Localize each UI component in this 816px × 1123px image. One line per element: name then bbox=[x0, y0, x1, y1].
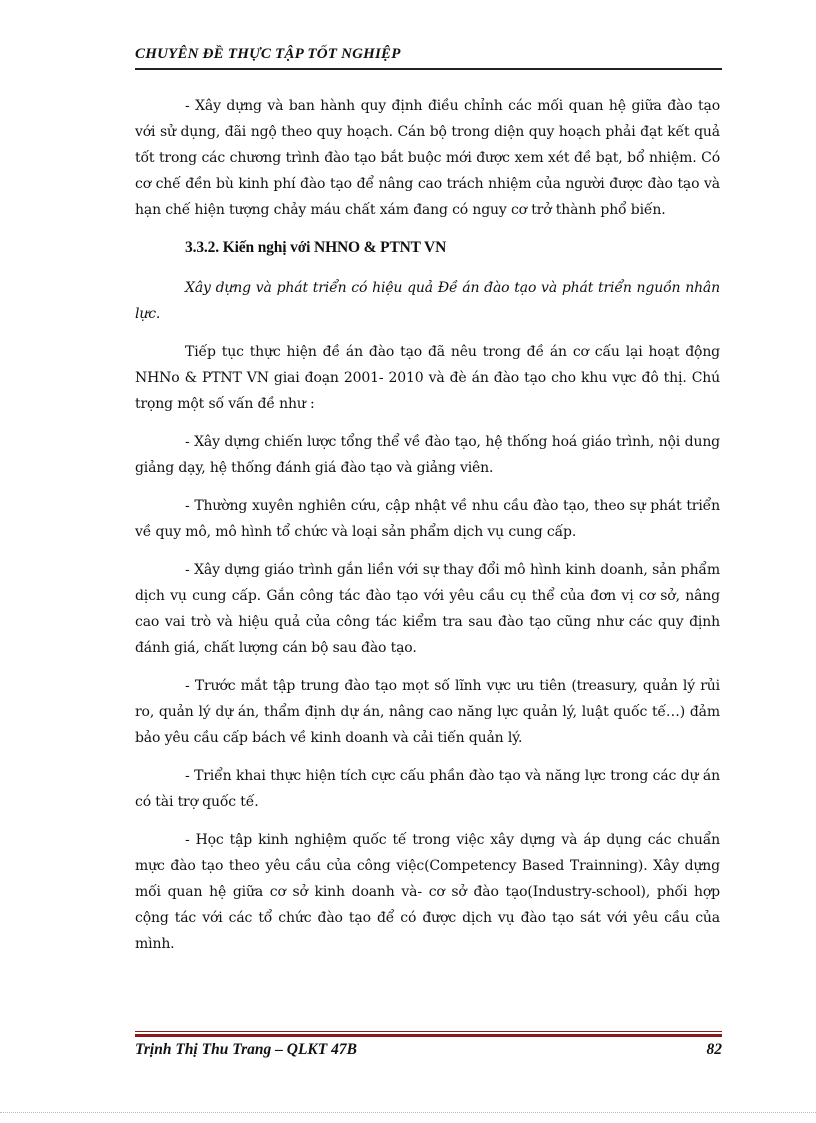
page-header-title: CHUYÊN ĐỀ THỰC TẬP TỐT NGHIỆP bbox=[135, 46, 401, 62]
bullet-research-needs: - Thường xuyên nghiên cứu, cập nhật về nhu cầu đào tạo, theo sự phát triển về quy mô, mô hình tổ chức và loại sản phẩm dịch vụ cung cấp. bbox=[135, 498, 720, 540]
page-edge-divider bbox=[0, 1112, 816, 1113]
bullet-international-projects: - Triển khai thực hiện tích cực cấu phần đào tạo và năng lực trong các dự án có tài trợ quốc tế. bbox=[135, 768, 720, 810]
bullet-priority-fields: - Trước mắt tập trung đào tạo mọt số lĩnh vực ưu tiên (treasury, quản lý rủi ro, quản lý dự án, thẩm định dự án, nâng cao năng lực quản lý, luật quốc tế…) đảm bảo yêu cầu cấp bách về kinh doanh và cải tiến quản lý. bbox=[135, 678, 720, 746]
paragraph-training-regulation: - Xây dựng và ban hành quy định điều chỉnh các mối quan hệ giữa đào tạo với sử dụng, đãi ngộ theo quy hoạch. Cán bộ trong diện quy hoạch phải đạt kết quả tốt trong các chương trình đào tạo bắt buộc mới được xem xét đề bạt, bổ nhiệm. Có cơ chế đền bù kinh phí đào tạo để nâng cao trách nhiệm của người được đào tạo và hạn chế hiện tượng chảy máu chất xám đang có nguy cơ trở thành phổ biến. bbox=[135, 98, 720, 218]
paragraph-italic-summary: Xây dựng và phát triển có hiệu quả Đề án đào tạo và phát triển nguồn nhân lực. bbox=[135, 280, 720, 322]
bullet-curriculum: - Xây dựng giáo trình gắn liền với sự thay đổi mô hình kinh doanh, sản phẩm dịch vụ cung cấp. Gắn công tác đào tạo với yêu cầu cụ thể của đơn vị cơ sở, nâng cao vai trò và hiệu quả của công tác kiểm tra sau đào tạo cũng như các quy định đánh giá, chất lượng cán bộ sau đào tạo. bbox=[135, 562, 720, 656]
bullet-international-experience: - Học tập kinh nghiệm quốc tế trong việc xây dựng và áp dụng các chuẩn mực đào tạo theo yêu cầu của công việc(Competency Based Trainning). Xây dựng mối quan hệ giữa cơ sở kinh doanh và- cơ sở đào tạo(Industry-school), phối hợp cộng tác với các tổ chức đào tạo để có được dịch vụ đào tạo sát với yêu cầu của mình. bbox=[135, 832, 720, 952]
header-divider bbox=[135, 68, 722, 70]
page-number: 82 bbox=[706, 1041, 722, 1058]
footer-divider-thick bbox=[135, 1034, 722, 1037]
paragraph-continue-plan: Tiếp tục thực hiện đề án đào tạo đã nêu trong đề án cơ cấu lại hoạt động NHNo & PTNT VN giai đoạn 2001- 2010 và đè án đào tạo cho khu vực đô thị. Chú trọng một số vấn đề như : bbox=[135, 344, 720, 412]
footer-author: Trịnh Thị Thu Trang – QLKT 47B bbox=[135, 1041, 357, 1058]
footer-divider-thin bbox=[135, 1031, 722, 1032]
bullet-overall-strategy: - Xây dựng chiến lược tổng thể về đào tạo, hệ thống hoá giáo trình, nội dung giảng dạy, hệ thống đánh giá đào tạo và giảng viên. bbox=[135, 434, 720, 476]
document-body bbox=[135, 93, 720, 969]
section-heading-3-3-2: 3.3.2. Kiến nghị với NHNO & PTNT VN bbox=[185, 239, 447, 256]
